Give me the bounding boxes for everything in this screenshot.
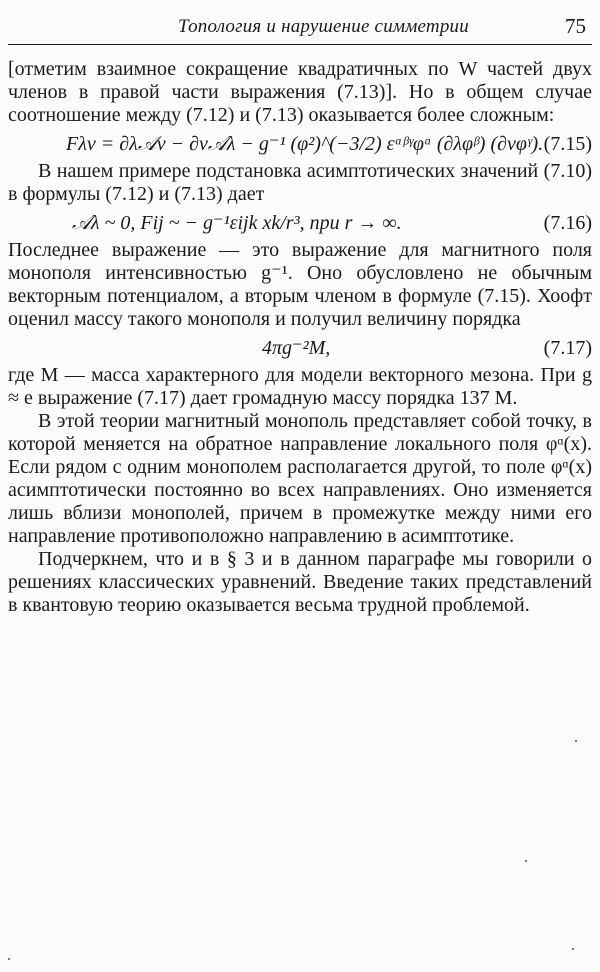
equation-7-16 <box>8 208 592 238</box>
running-head-title: Топология и нарушение симметрии <box>178 16 469 37</box>
scan-speck <box>575 740 577 742</box>
running-head <box>8 14 592 42</box>
equation-7-15-expression: Fλν = ∂λ𝒜ν − ∂ν𝒜λ − g⁻¹ (φ²)^(−3/2) εᵅᵝᵞφᵅ (∂λφᵝ) (∂νφᵞ). <box>66 133 544 155</box>
scan-speck <box>525 860 527 862</box>
body-text <box>8 58 592 617</box>
paragraph-1: [отметим взаимное сокращение квадратичных по W частей двух членов в правой части выражения (7.13)]. Но в общем случае соотношение между (7.12) и (7.13) оказывается более сложным: <box>8 58 592 126</box>
page-number: 75 <box>565 14 586 38</box>
paragraph-4: где M — масса характерного для модели векторного мезона. При g ≈ e выражение (7.17) дает громадную массу порядка 137 M. <box>8 364 592 409</box>
paragraph-3: Последнее выражение — это выражение для магнитного поля монополя интенсивностью g⁻¹. Оно обусловлено не обычным векторным потенциалом, а вторым членом в формуле (7.15). Хоофт оценил массу такого монополя и получил величину порядка <box>8 239 592 330</box>
equation-7-15 <box>8 129 592 159</box>
scan-speck <box>8 958 10 960</box>
equation-7-17-expression: 4πg⁻²M, <box>262 337 331 359</box>
scan-speck <box>572 948 574 950</box>
equation-7-17 <box>8 333 592 363</box>
equation-7-16-number: (7.16) <box>543 212 592 234</box>
equation-7-15-number: (7.15) <box>543 133 592 155</box>
equation-7-17-number: (7.17) <box>543 337 592 359</box>
header-rule <box>8 44 592 45</box>
equation-7-16-expression: 𝒜λ ~ 0, Fij ~ − g⁻¹εijk xk/r³, при r → ∞. <box>72 212 402 234</box>
paragraph-5: В этой теории магнитный монополь представляет собой точку, в которой меняется на обратное направление локального поля φᵅ(x). Если рядом с одним монополем располагается другой, то поле φᵅ(x) асимптотически постоянно во всех направлениях. Оно изменяется лишь вблизи монополей, причем в промежутке между ними его направление противоположно направлению в асимптотике. <box>8 410 592 547</box>
paragraph-2: В нашем примере подстановка асимптотических значений (7.10) в формулы (7.12) и (7.13) дает <box>8 160 592 205</box>
paragraph-6: Подчеркнем, что и в § 3 и в данном параграфе мы говорили о решениях классических уравнений. Введение таких представлений в квантовую теорию оказывается весьма трудной проблемой. <box>8 548 592 616</box>
